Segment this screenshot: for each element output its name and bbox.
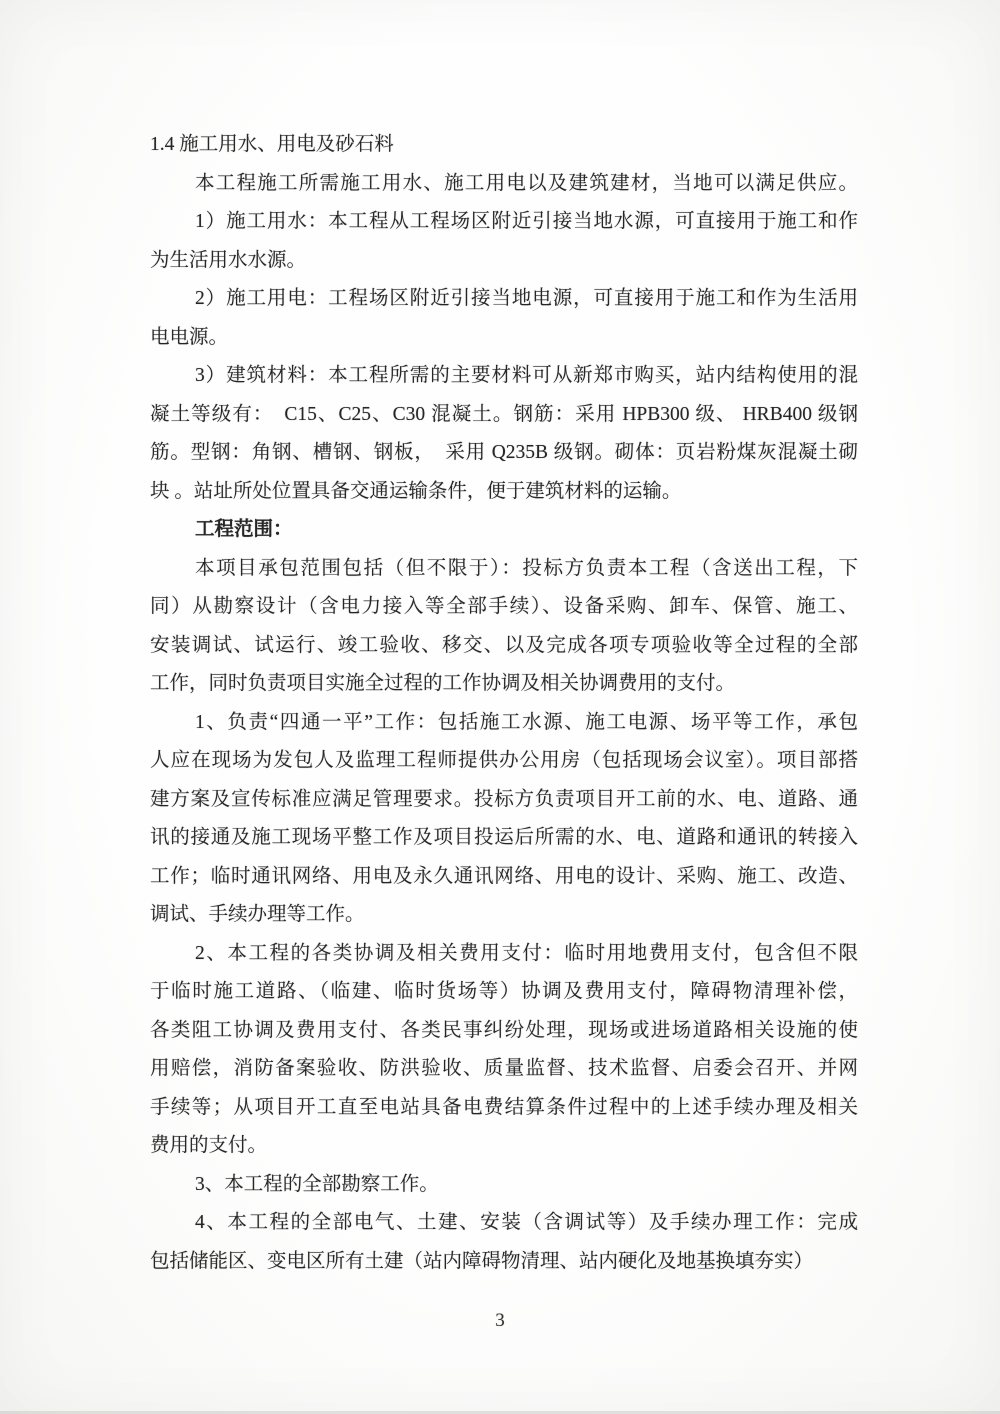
text-line: 包括储能区、变电区所有土建（站内障碍物清理、站内硬化及地基换填夯实） (150, 1250, 814, 1272)
text-line: 建方案及宣传标准应满足管理要求。投标方负责项目开工前的水、电、道路、通 (150, 788, 858, 810)
text-line: 工作，同时负责项目实施全过程的工作协调及相关协调费用的支付。 (150, 673, 736, 694)
text-line: 调试、手续办理等工作。 (150, 904, 365, 925)
section-heading: 1.4 施工用水、用电及砂石料 (150, 134, 394, 155)
paragraph (150, 203, 858, 280)
text-line: 3）建筑材料：本工程所需的主要材料可从新郑市购买，站内结构使用的混 (195, 365, 858, 386)
text-line: 3、本工程的全部勘察工作。 (195, 1173, 439, 1195)
text-line: 2、本工程的各类协调及相关费用支付：临时用地费用支付，包含但不限 (195, 942, 858, 964)
text-line: 1、负责“四通一平”工作：包括施工水源、施工电源、场平等工作，承包 (195, 711, 858, 733)
document-body (150, 126, 858, 1281)
text-line: 用赔偿，消防备案验收、防洪验收、质量监督、技术监督、启委会召开、并网 (150, 1058, 858, 1079)
text-line: 人应在现场为发包人及监理工程师提供办公用房（包括现场会议室）。项目部搭 (150, 750, 858, 771)
text-line: 凝土等级有： C15、C25、C30 混凝土。钢筋：采用 HPB300 级、 HRB400 级钢 (150, 403, 858, 425)
text-line: 费用的支付。 (150, 1135, 268, 1156)
text-line: 2）施工用电：工程场区附近引接当地电源，可直接用于施工和作为生活用 (195, 288, 858, 309)
text-line: 1）施工用水：本工程从工程场区附近引接当地水源，可直接用于施工和作 (195, 211, 858, 232)
paragraph (150, 165, 858, 204)
text-line: 为生活用水水源。 (150, 249, 307, 271)
text-line: 各类阻工协调及费用支付、各类民事纠纷处理，现场或进场道路相关设施的使 (150, 1019, 858, 1041)
paragraph (150, 1204, 858, 1281)
paragraph (150, 357, 858, 511)
text-line: 本项目承包范围包括（但不限于）：投标方负责本工程（含送出工程，下 (195, 557, 858, 579)
paragraph (150, 935, 858, 1166)
paragraph (150, 704, 858, 935)
paragraph (150, 511, 858, 550)
paragraph (150, 550, 858, 704)
text-line: 工作；临时通讯网络、用电及永久通讯网络、用电的设计、采购、施工、改造、 (150, 865, 858, 887)
page-number: 3 (495, 1310, 505, 1331)
text-line: 本工程施工所需施工用水、施工用电以及建筑建材，当地可以满足供应。 (195, 172, 858, 194)
text-line: 手续等；从项目开工直至电站具备电费结算条件过程中的上述手续办理及相关 (150, 1096, 858, 1118)
text-line: 于临时施工道路、（临建、临时货场等）协调及费用支付，障碍物清理补偿， (150, 981, 858, 1002)
text-line: 电电源。 (150, 326, 229, 348)
text-line: 4、本工程的全部电气、土建、安装（含调试等）及手续办理工作：完成 (195, 1212, 858, 1233)
text-line: 块 。站址所处位置具备交通运输条件，便于建筑材料的运输。 (150, 480, 682, 502)
text-line: 讯的接通及施工现场平整工作及项目投运后所需的水、电、道路和通讯的转接入 (150, 827, 858, 848)
text-line: 筋。型钢：角钢、槽钢、钢板， 采用 Q235B 级钢。砌体：页岩粉煤灰混凝土砌 (150, 442, 858, 463)
paragraph (150, 280, 858, 357)
scope-heading: 工程范围： (195, 519, 293, 540)
text-line: 安装调试、试运行、竣工验收、移交、以及完成各项专项验收等全过程的全部 (150, 634, 858, 656)
paragraph (150, 1166, 858, 1205)
text-line: 同）从勘察设计（含电力接入等全部手续）、设备采购、卸车、保管、施工、 (150, 596, 858, 617)
